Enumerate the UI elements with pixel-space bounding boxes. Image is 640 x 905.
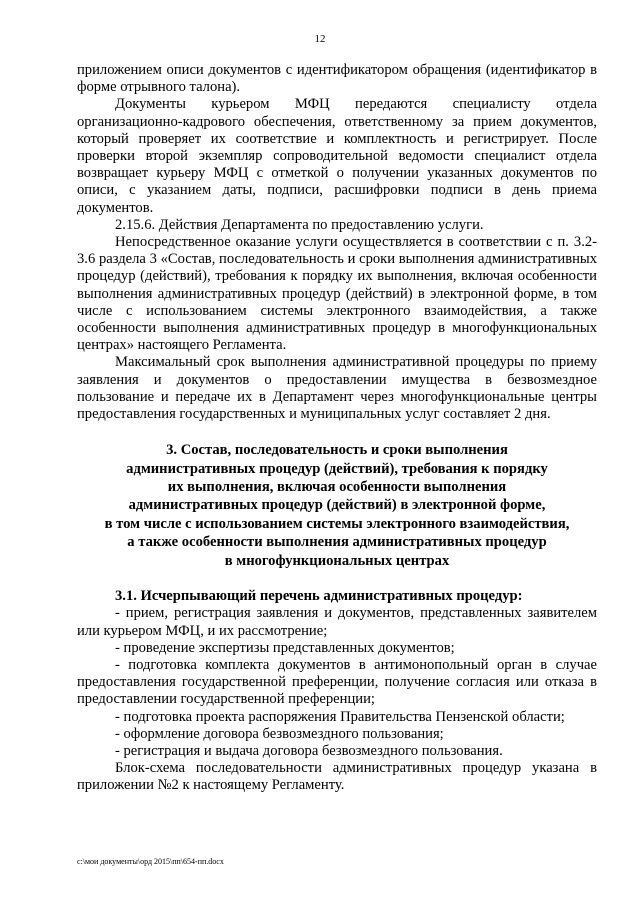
list-item: - проведение экспертизы представленных документов; [115, 639, 455, 656]
paragraph-courier-documents: Документы курьером МФЦ передаются специалисту отдела организационно-кадрового обеспечения, ответственному за прием документов, который проверяет их соответствие и комплектность и регистрирует. После проверки второй экземпляр сопроводительной ведомости специалист отдела возвращает курьеру МФЦ с отметкой о получении указанных документов по описи, с указанием даты, подписи, расшифровки подписи в день приема документов. [77, 96, 597, 216]
footer-file-path: c:\мои документы\орд 2015\пп\654-пп.docx [77, 857, 224, 866]
section-title [77, 441, 597, 570]
list-item: - подготовка проекта распоряжения Правительства Пензенской области; [115, 708, 565, 725]
paragraph-max-term: Максимальный срок выполнения административной процедуры по приему заявления и документов о предоставлении имущества в безвозмездное пользование и передаче их в Департамент через многофункциональные центры предоставления государственных и муниципальных услуг составляет 2 дня. [77, 354, 597, 423]
paragraph-direct-service: Непосредственное оказание услуги осуществляется в соответствии с п. 3.2-3.6 раздела 3 «Состав, последовательность и сроки выполнения административных процедур (действий), требования к порядку их выполнения, включая особенности выполнения административных процедур (действий) в электронной форме, в том числе с использованием системы электронного взаимодействия, а также особенности выполнения административных процедур в многофункциональных центрах» настоящего Регламента. [77, 234, 597, 354]
section-title-line: 3. Состав, последовательность и сроки выполнения [166, 442, 508, 459]
subsection-heading: 3.1. Исчерпывающий перечень административных процедур: [115, 588, 523, 605]
list-item: - подготовка комплекта документов в антимонопольный орган в случае предоставления государственной преференции, получение согласия или отказа в предоставлении государственной преференции; [77, 656, 597, 708]
section-title-line: административных процедур (действий), требования к порядку [126, 460, 548, 477]
section-title-line: административных процедур (действий) в электронной форме, [128, 497, 546, 514]
document-body [77, 62, 597, 795]
page-number: 12 [314, 33, 326, 45]
list-item: - регистрация и выдача договора безвозмездного пользования. [115, 742, 503, 759]
paragraph-attachment: приложением описи документов с идентификатором обращения (идентификатор в форме отрывного талона). [77, 62, 597, 96]
section-title-line: а также особенности выполнения административных процедур [127, 534, 547, 551]
list-item: - оформление договора безвозмездного пользования; [115, 725, 444, 742]
section-title-line: их выполнения, включая особенности выполнения [167, 479, 507, 496]
paragraph-flowchart-reference: Блок-схема последовательности административных процедур указана в приложении №2 к настоящему Регламенту. [77, 760, 597, 794]
section-title-line: в многофункциональных центрах [224, 552, 450, 569]
section-title-line: в том числе с использованием системы электронного взаимодействия, [104, 515, 570, 532]
list-item: - прием, регистрация заявления и документов, представленных заявителем или курьером МФЦ, и их рассмотрение; [77, 605, 597, 639]
paragraph-department-actions-heading: 2.15.6. Действия Департамента по предоставлению услуги. [115, 216, 484, 233]
